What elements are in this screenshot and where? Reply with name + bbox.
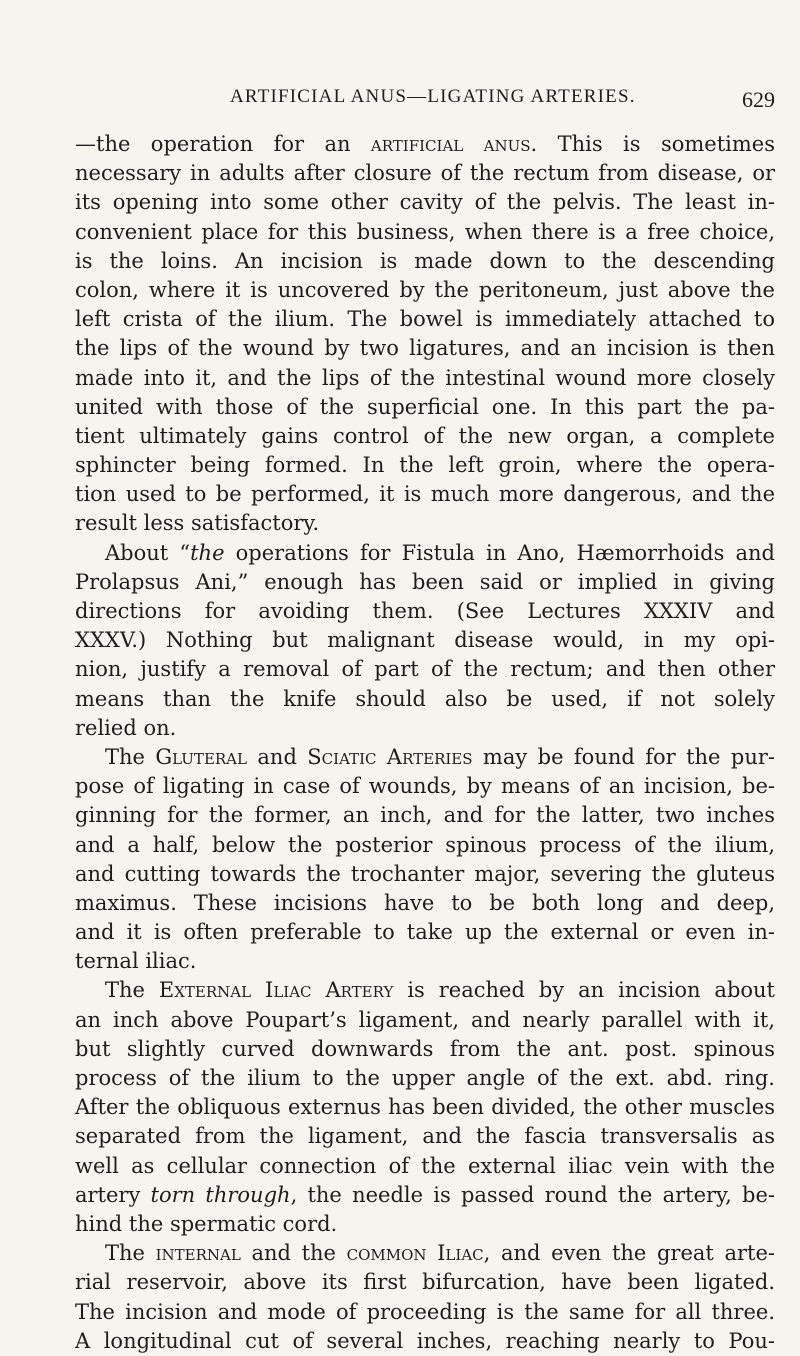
text-line xyxy=(75,1006,775,1035)
text-run: united with those of the superficial one. In this part the pa- xyxy=(75,394,775,419)
text-line xyxy=(75,1122,775,1151)
text-run: The xyxy=(105,978,159,1003)
text-run: necessary in adults after closure of the rectum from disease, or xyxy=(75,161,775,186)
text-run: and cutting towards the trochanter major, severing the gluteus xyxy=(75,861,775,886)
text-run: well as cellular connection of the external iliac vein with the xyxy=(75,1153,775,1178)
text-line xyxy=(75,1239,775,1268)
text-run: the lips of the wound by two ligatures, and an incision is then xyxy=(75,336,775,361)
text-line xyxy=(75,655,775,684)
text-run: directions for avoiding them. (See Lectures XXXIV and xyxy=(75,599,775,623)
text-line xyxy=(75,218,775,247)
text-run: left crista of the ilium. The bowel is immediately attached to xyxy=(75,307,775,332)
text-run: , the needle is passed round the artery, be- xyxy=(290,1182,775,1207)
text-line xyxy=(75,1064,775,1093)
text-line xyxy=(75,1268,775,1297)
text-line xyxy=(75,188,775,217)
text-run: ternal iliac. xyxy=(75,949,197,974)
text-run: After the obliquous externus has been divided, the other muscles xyxy=(75,1095,775,1120)
text-run: —the operation for an xyxy=(75,132,371,156)
running-head: ARTIFICIAL ANUS—LIGATING ARTERIES. xyxy=(230,86,636,107)
small-caps-term: artificial anus xyxy=(370,132,531,156)
text-run: result less satisfactory. xyxy=(75,511,320,536)
text-run: rial reservoir, above its first bifurcation, have been ligated. xyxy=(75,1270,775,1295)
small-caps-term: internal xyxy=(155,1241,241,1266)
text-run: pose of ligating in case of wounds, by means of an incision, be- xyxy=(75,774,775,799)
text-line xyxy=(75,509,775,538)
text-line xyxy=(75,1181,775,1210)
text-line xyxy=(75,714,775,743)
text-line xyxy=(75,860,775,889)
page-header xyxy=(0,84,800,114)
small-caps-term: Gluteral xyxy=(155,744,247,769)
small-caps-term: Sciatic Arteries xyxy=(307,744,473,769)
text-run: its opening into some other cavity of the pelvis. The least in- xyxy=(75,190,775,215)
text-line xyxy=(75,451,775,480)
text-run: but slightly curved downwards from the ant. post. spinous xyxy=(75,1036,775,1061)
text-line xyxy=(75,568,775,597)
text-line xyxy=(75,772,775,801)
text-run: and a half, below the posterior spinous process of the ilium, xyxy=(75,832,775,857)
text-run: means than the knife should also be used, if not solely xyxy=(75,686,775,711)
text-line xyxy=(75,276,775,305)
text-line xyxy=(75,159,775,188)
text-line xyxy=(75,393,775,422)
text-run: colon, where it is uncovered by the peritoneum, just above the xyxy=(75,277,775,302)
text-run: is reached by an incision about xyxy=(393,978,775,1003)
text-run: is the loins. An incision is made down to the descending xyxy=(75,248,775,273)
text-run: made into it, and the lips of the intestinal wound more closely xyxy=(75,365,775,390)
text-line xyxy=(75,364,775,393)
text-run: may be found for the pur- xyxy=(472,744,775,769)
page-number: 629 xyxy=(742,87,775,112)
text-run: XXXV.) Nothing but malignant disease would, in my opi- xyxy=(75,628,775,653)
text-run: nion, justify a removal of part of the rectum; and then other xyxy=(75,657,775,682)
text-line xyxy=(75,626,775,655)
text-run: and xyxy=(246,744,308,769)
text-line xyxy=(75,130,775,159)
text-run: The incision and mode of proceeding is the same for all three. xyxy=(75,1299,775,1324)
text-line xyxy=(75,685,775,714)
text-run: About “ xyxy=(105,540,191,565)
text-line xyxy=(75,480,775,509)
text-line xyxy=(75,247,775,276)
italic-text: the xyxy=(190,540,225,565)
small-caps-term: common Iliac xyxy=(346,1241,484,1266)
body-text xyxy=(75,130,775,1353)
text-run: an inch above Poupart’s ligament, and nearly parallel with it, xyxy=(75,1007,775,1032)
text-line xyxy=(75,597,775,626)
text-line xyxy=(75,743,775,772)
small-caps-term: External Iliac Artery xyxy=(158,978,394,1003)
text-run: relied on. xyxy=(75,715,177,740)
text-run: ginning for the former, an inch, and for the latter, two inches xyxy=(75,803,775,828)
text-line xyxy=(75,305,775,334)
text-line xyxy=(75,801,775,830)
text-run: maximus. These incisions have to be both long and deep, xyxy=(75,890,775,915)
text-run: tion used to be performed, it is much more dangerous, and the xyxy=(75,482,775,507)
text-run: , and even the great arte- xyxy=(483,1241,775,1266)
text-run: convenient place for this business, when there is a free choice, xyxy=(75,219,775,244)
text-line xyxy=(75,1152,775,1181)
text-line xyxy=(75,334,775,363)
text-line xyxy=(75,976,775,1005)
text-line xyxy=(75,539,775,568)
text-run: Prolapsus Ani,” enough has been said or implied in giving xyxy=(75,569,775,594)
text-line xyxy=(75,831,775,860)
text-line xyxy=(75,1035,775,1064)
text-run: The xyxy=(105,744,156,769)
text-run: and the xyxy=(240,1241,347,1266)
text-run: A longitudinal cut of several inches, reaching nearly to Pou- xyxy=(75,1328,775,1353)
text-run: and it is often preferable to take up the external or even in- xyxy=(75,920,775,945)
text-line xyxy=(75,1093,775,1122)
text-run: artery xyxy=(75,1182,151,1207)
text-line xyxy=(75,1210,775,1239)
text-line xyxy=(75,1327,775,1356)
text-run: separated from the ligament, and the fascia transversalis as xyxy=(75,1124,775,1149)
text-line xyxy=(75,889,775,918)
text-line xyxy=(75,947,775,976)
text-run: process of the ilium to the upper angle of the ext. abd. ring. xyxy=(75,1066,775,1090)
text-run: The xyxy=(105,1241,156,1266)
text-run: sphincter being formed. In the left groin, where the opera- xyxy=(75,453,775,478)
text-line xyxy=(75,1298,775,1327)
text-run: hind the spermatic cord. xyxy=(75,1211,338,1236)
text-line xyxy=(75,422,775,451)
text-run: . This is sometimes xyxy=(530,132,775,156)
text-run: tient ultimately gains control of the new organ, a complete xyxy=(75,423,775,448)
text-line xyxy=(75,918,775,947)
italic-text: torn through xyxy=(150,1182,291,1207)
text-run: operations for Fistula in Ano, Hæmorrhoids and xyxy=(224,540,775,565)
